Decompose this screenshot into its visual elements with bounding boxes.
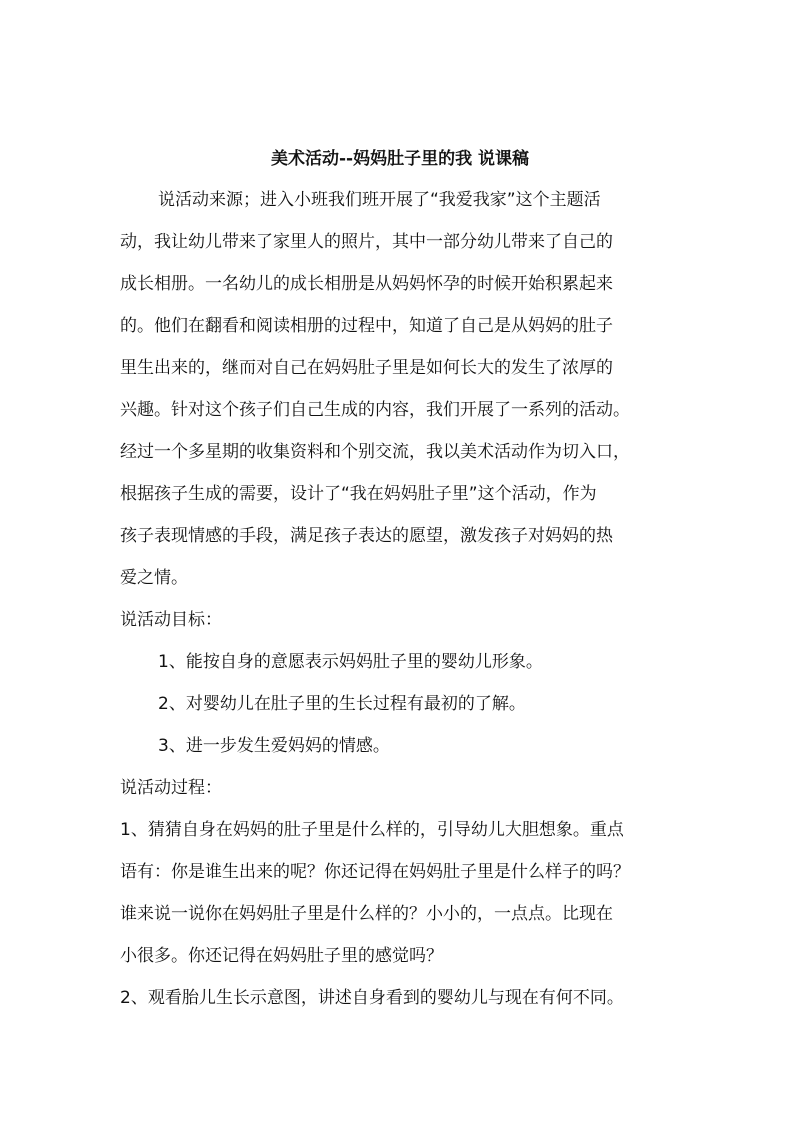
paragraph-line: 经过一个多星期的收集资料和个别交流，我以美术活动作为切入口， [120,442,630,462]
process-line: 1、猜猜自身在妈妈的肚子里是什么样的，引导幼儿大胆想象。重点 [120,820,624,840]
paragraph-line: 说活动来源；进入小班我们班开展了“我爱我家”这个主题活 [158,190,601,210]
process-line: 小很多。你还记得在妈妈肚子里的感觉吗？ [120,946,443,966]
process-line: 语有：你是谁生出来的呢？你还记得在妈妈肚子里是什么样子的吗？ [120,862,630,882]
section-heading-goals: 说活动目标： [120,610,222,630]
paragraph-line: 爱之情。 [120,568,188,588]
paragraph-line: 的。他们在翻看和阅读相册的过程中，知道了自己是从妈妈的肚子 [120,316,613,336]
paragraph-line: 成长相册。一名幼儿的成长相册是从妈妈怀孕的时候开始积累起来 [120,274,613,294]
paragraph-line: 里生出来的，继而对自己在妈妈肚子里是如何长大的发生了浓厚的 [120,358,613,378]
goal-item: 1、能按自身的意愿表示妈妈肚子里的婴幼儿形象。 [158,652,543,672]
goal-item: 3、进一步发生爱妈妈的情感。 [158,736,390,756]
process-line: 谁来说一说你在妈妈肚子里是什么样的？小小的，一点点。比现在 [120,904,613,924]
paragraph-line: 根据孩子生成的需要，设计了“我在妈妈肚子里”这个活动，作为 [120,484,597,504]
paragraph-line: 兴趣。针对这个孩子们自己生成的内容，我们开展了一系列的活动。 [120,400,630,420]
paragraph-line: 动，我让幼儿带来了家里人的照片，其中一部分幼儿带来了自己的 [120,232,613,252]
goal-item: 2、对婴幼儿在肚子里的生长过程有最初的了解。 [158,694,526,714]
process-line: 2、观看胎儿生长示意图，讲述自身看到的婴幼儿与现在有何不同。 [120,988,624,1008]
section-heading-process: 说活动过程： [120,778,222,798]
paragraph-line: 孩子表现情感的手段，满足孩子表达的愿望，激发孩子对妈妈的热 [120,526,613,546]
document-title: 美术活动--妈妈肚子里的我 说课稿 [270,149,530,169]
